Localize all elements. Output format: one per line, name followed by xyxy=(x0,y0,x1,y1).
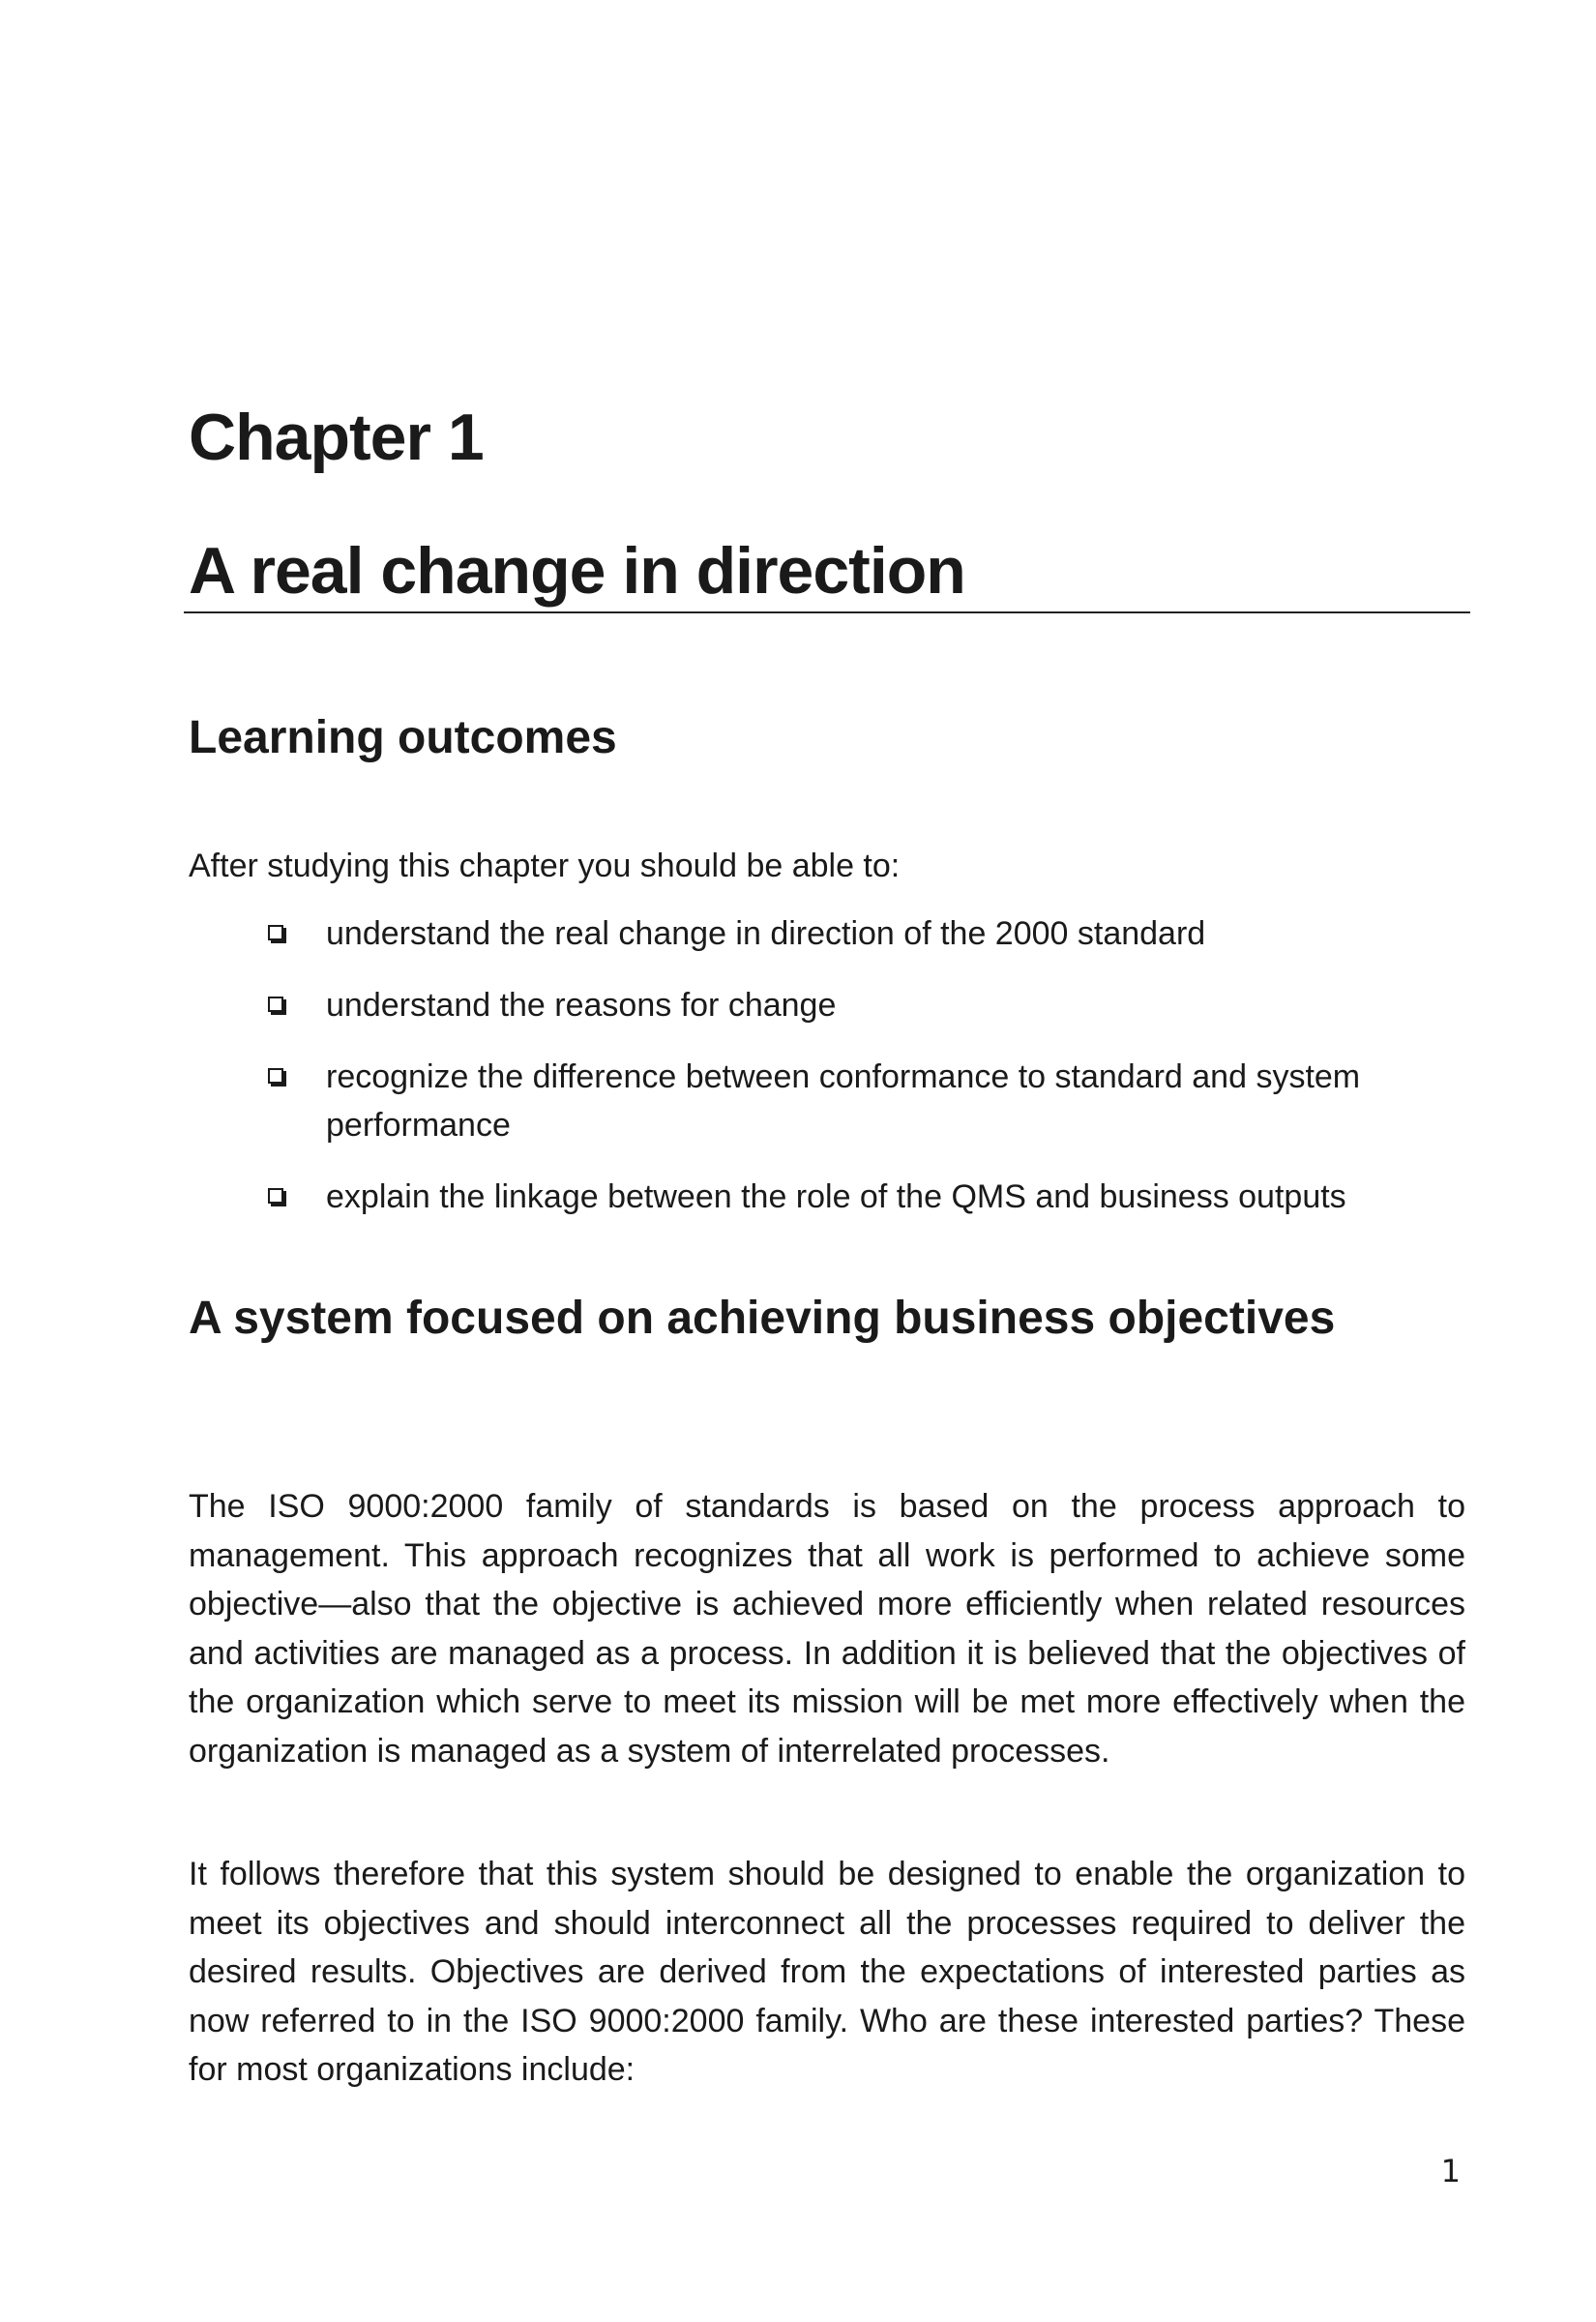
list-item-text: recognize the difference between conformance to standard and system performance xyxy=(326,1058,1361,1144)
body-paragraph-1: The ISO 9000:2000 family of standards is based on the process approach to management. This approach recognizes that all work is performed to achieve some objective—also that the objective is achieved more efficiently when related resources and activities are managed as a process. In addition it is believed that the objectives of the organization which serve to meet its mission will be met more effectively when the organization is managed as a system of interrelated processes. xyxy=(189,1488,1465,1770)
learning-outcomes-heading: Learning outcomes xyxy=(189,712,617,763)
list-item xyxy=(189,981,1475,1029)
list-item-text: understand the real change in direction of the 2000 standard xyxy=(326,915,1206,952)
body-paragraph-2: It follows therefore that this system should be designed to enable the organization to meet its objectives and should interconnect all the processes required to deliver the desired results. Objectives are derived from the expectations of interested parties as now referred to in the ISO 9000:2000 family. Who are these interested parties? These for most organizations include: xyxy=(189,1856,1465,2088)
section-heading: A system focused on achieving business objectives xyxy=(189,1293,1336,1344)
title-underline xyxy=(184,611,1470,613)
list-item xyxy=(189,909,1475,958)
chapter-label: Chapter 1 xyxy=(189,401,484,474)
chapter-title: A real change in direction xyxy=(189,534,965,608)
checkbox-bullet-icon xyxy=(268,1068,283,1084)
list-item-text: explain the linkage between the role of the QMS and business outputs xyxy=(326,1178,1346,1215)
list-item xyxy=(189,1173,1475,1221)
checkbox-bullet-icon xyxy=(268,925,283,940)
learning-outcomes-intro: After studying this chapter you should be able to: xyxy=(189,848,901,884)
list-item-text: understand the reasons for change xyxy=(326,987,837,1024)
checkbox-bullet-icon xyxy=(268,1188,283,1204)
page-number: 1 xyxy=(1440,2153,1461,2189)
learning-outcomes-list xyxy=(189,909,1475,1244)
checkbox-bullet-icon xyxy=(268,997,283,1012)
list-item xyxy=(189,1053,1475,1149)
